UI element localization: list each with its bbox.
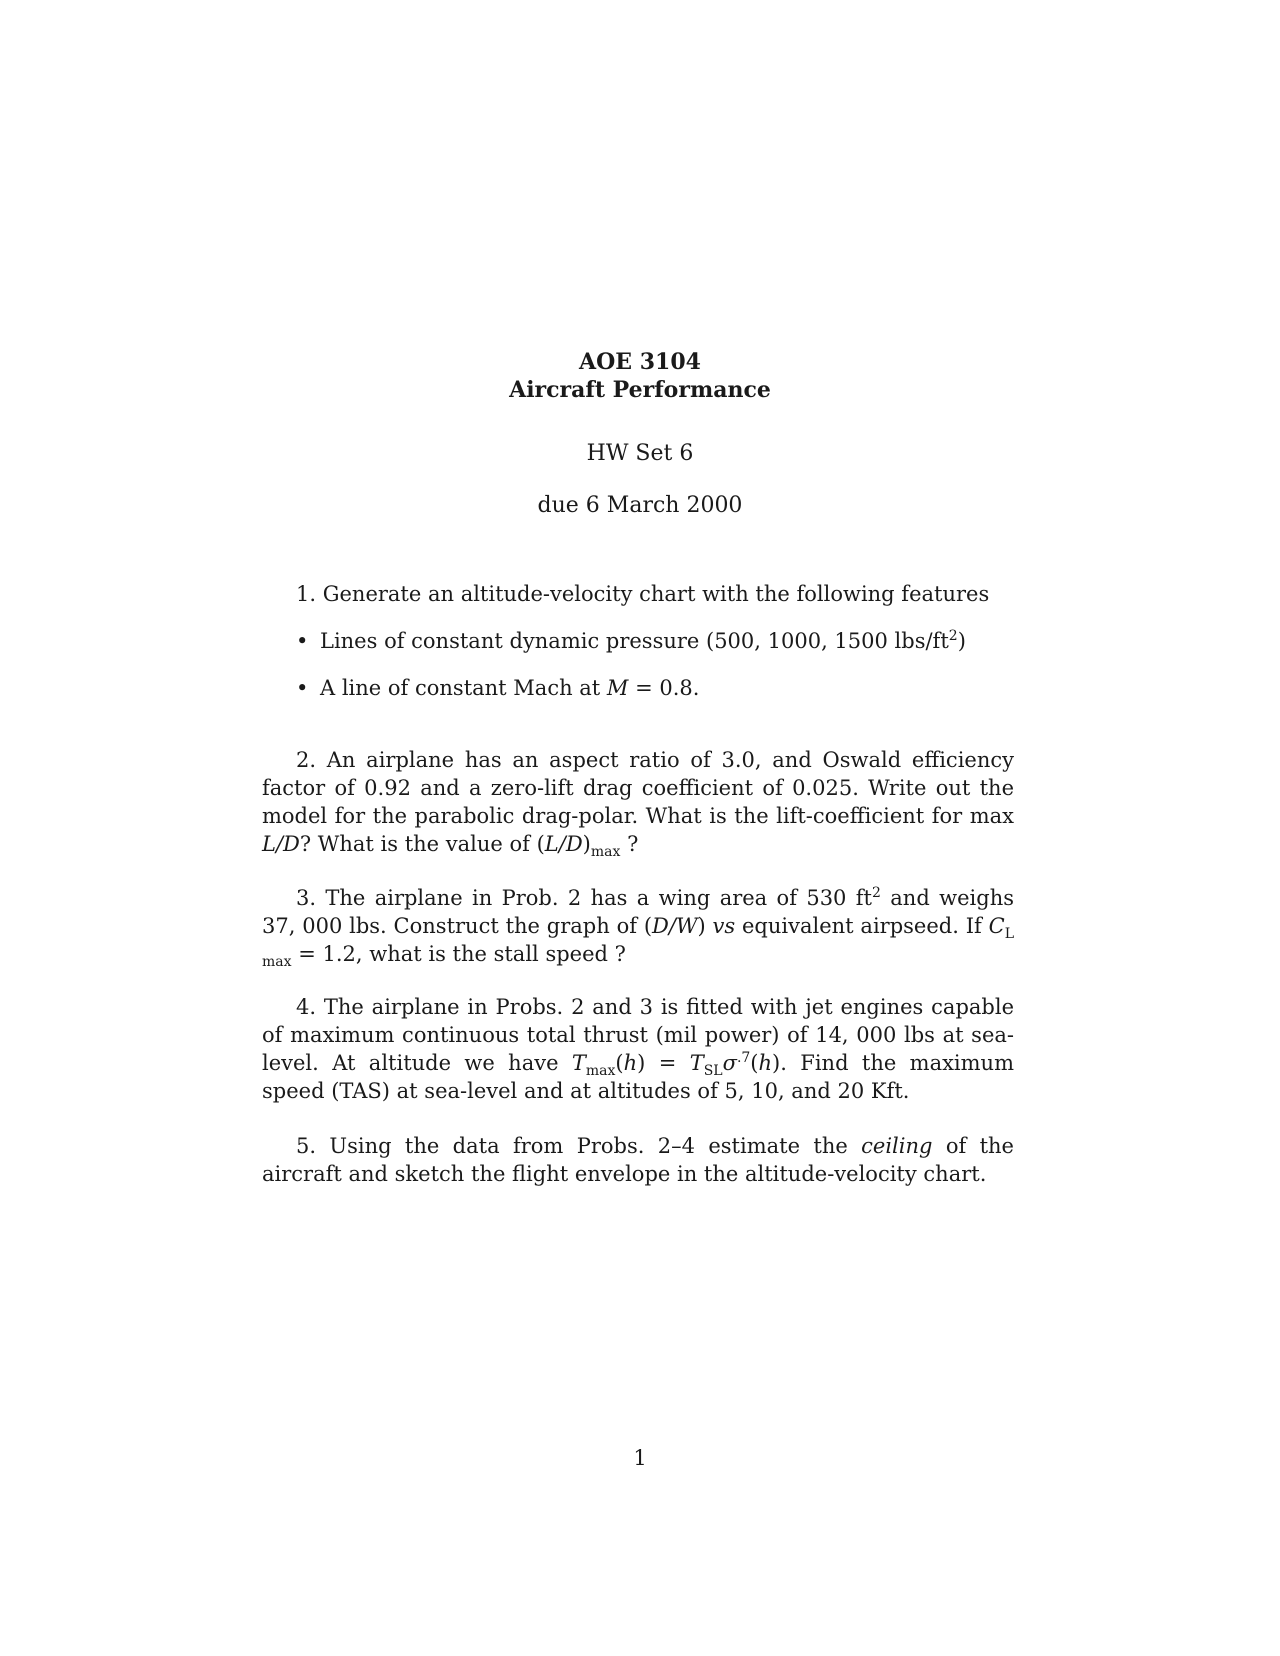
due-date: due 6 March 2000 [537,493,743,518]
problem-4 [262,993,1014,1105]
problem-3-text-a: 3. The airplane in Prob. 2 has a wing area of 530 ft [296,886,872,910]
bullet-1-text: Lines of constant dynamic pressure (500, 1000, 1500 lbs/ft [320,629,949,653]
course-code: AOE 3104 [579,349,701,375]
bullet-2-var: M [606,676,629,700]
bullet-icon: • [296,629,309,653]
problem-2-text-a: 2. An airplane has an aspect ratio of 3.0, and Oswald efficiency factor of 0.92 and a zero-lift drag coefficient of 0.025. Write out the model for the parabolic drag-polar. What is the lift-coefficient for max [262,748,1014,828]
problem-2-var-ld2: L/D [544,832,583,856]
course-title: Aircraft Performance [509,377,771,403]
bullet-1-close: ) [957,629,966,653]
problem-2-text-d: ? [620,832,639,856]
problem-4-sub-max: max [585,1063,616,1080]
problem-5-text-b: of the aircraft and sketch the flight envelope in the altitude-velocity chart. [262,1134,1014,1186]
bullet-icon: • [296,676,309,700]
problem-4-text-c: ) = [637,1051,690,1075]
problem-4-sup-7: .7 [736,1050,751,1066]
problem-2 [262,746,1014,861]
problem-5 [262,1132,1014,1188]
problem-4-text-b: ( [615,1051,624,1075]
hw-set: HW Set 6 [586,441,694,466]
problem-3-text-d: equivalent airpseed. If [735,914,989,938]
bullet-2-value: = 0.8. [628,676,700,700]
problem-4-text-a: 4. The airplane in Probs. 2 and 3 is fitted with jet engines capable of maximum continuous total thrust (mil power) of 14, 000 lbs at sea-level. At altitude we have [262,995,1014,1075]
problem-3-text-c: ) [697,914,713,938]
problem-1-intro: 1. Generate an altitude-velocity chart with the following features [296,582,990,606]
problem-1-bullet-2 [296,674,1016,702]
problem-5-text-a: 5. Using the data from Probs. 2–4 estimate the [296,1134,862,1158]
problem-3-text-b: and weighs 37, 000 lbs. Construct the graph of ( [262,886,1014,938]
problem-2-text-b: ? What is the value of ( [299,832,545,856]
bullet-2-text: A line of constant Mach at [320,676,607,700]
problem-2-text-c: ) [582,832,591,856]
problem-4-sub-sl: SL [703,1063,723,1080]
problem-2-var-ld: L/D [262,832,300,856]
problem-4-text-d: ( [750,1051,759,1075]
problem-3-text-e: = 1.2, what is the stall speed ? [291,942,626,966]
problem-3-var-dw: D/W [652,914,698,938]
problem-2-sub-max: max [590,844,621,861]
problem-3-sup: 2 [872,885,881,901]
problem-3-var-cl: C [988,914,1005,938]
bullet-1-sup: 2 [948,628,958,644]
problem-3-vs: vs [712,914,736,938]
problem-4-var-t2: T [689,1051,704,1075]
problem-1-bullet-1 [296,627,1016,655]
problem-4-var-h2: h [758,1051,773,1075]
problem-4-var-sigma: σ [722,1051,737,1075]
problem-4-text-e: ). Find the maximum speed (TAS) at sea-level and at altitudes of 5, 10, and 20 Kft. [262,1051,1014,1103]
page-number: 1 [633,1446,647,1470]
problem-4-var-t: T [571,1051,586,1075]
problem-4-var-h: h [623,1051,638,1075]
problem-3 [262,884,1014,971]
problem-3-sub-lmax: L max [262,926,1014,971]
problem-5-ceiling: ceiling [861,1134,933,1158]
